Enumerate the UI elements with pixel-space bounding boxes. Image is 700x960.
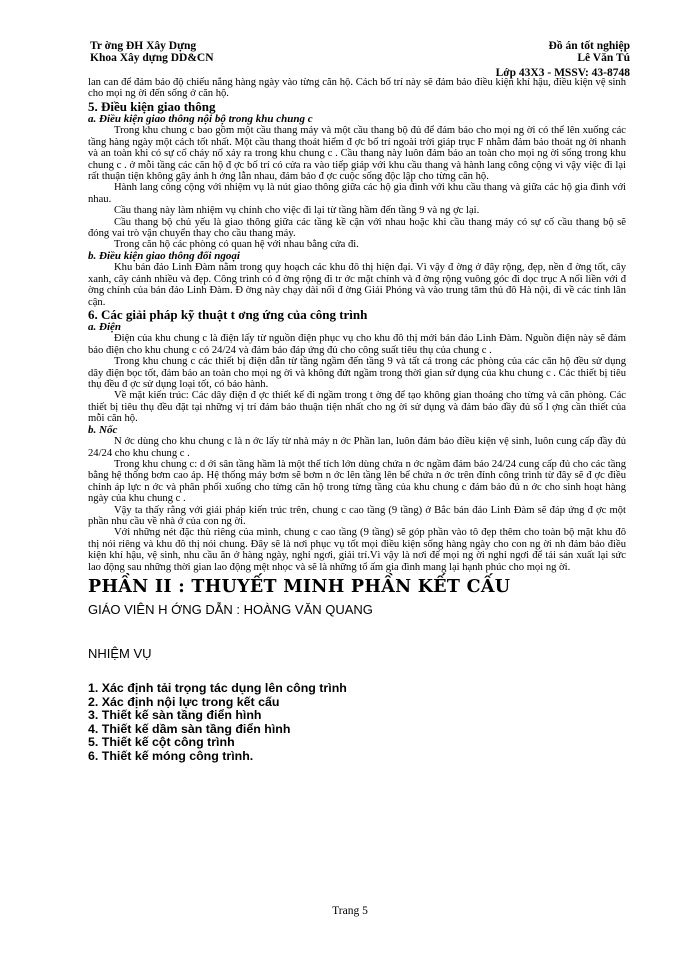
section-5b-heading: b. Điều kiện giao thông đối ngoại: [88, 249, 240, 262]
paragraph: Cầu thang bộ chủ yếu là giao thông giữa các tầng kề cận với nhau hoặc khi cầu thang máy có sự cố cầu thang bộ sẽ đóng vai trò vận chuyển thay cho cầu thang máy.: [88, 216, 626, 239]
document-body: [88, 77, 626, 764]
paragraph: Khu bán đảo Linh Đàm nằm trong quy hoạch các khu đô thị hiện đại. Vì vậy đ ờng ở đây rộng, đẹp, nền đ ờng tốt, cây xanh, cây cảnh nhiều và đẹp. Công trình có đ ờng rộng đi tr ớc mặt chính và đ ờng rộng vuông góc đi dọc trục A nối liền với đ ờng chính của bán đảo Linh Đàm. Đ ờng này chạy dài nối đ ờng Giải Phóng và vào trung tâm thủ đô Hà nội, đi về các tỉnh lân cận.: [88, 262, 626, 308]
section-5-heading: 5. Điều kiện giao thông: [88, 98, 216, 114]
header-left: [90, 40, 214, 64]
list-item: 5. Thiết kế cột công trình: [88, 735, 235, 750]
section-6b-heading: b. Nốc: [88, 423, 118, 436]
paragraph: Trong khu chung c các thiết bị điện dẫn từ tầng ngầm đến tầng 9 và tất cả trong các phòng của các căn hộ đều sử dụng dây điện bọc tốt, đảm bảo an toàn cho mọi ng ời và không đứt ngầm trong thời gian sử dụng của khu chung c . Các thiết bị tiêu thụ đều đ ợc sử dụng loại tốt, có bảo hành.: [88, 356, 626, 391]
paragraph: Hành lang công cộng với nhiệm vụ là nút giao thông giữa các hộ gia đình với khu cầu thang và giữa các hộ gia đình với nhau.: [88, 182, 626, 205]
list-item: 4. Thiết kế dầm sàn tầng điển hình: [88, 721, 291, 736]
paragraph: Với những nét đặc thù riêng của mình, chung c cao tầng (9 tầng) sẽ góp phần vào tô đẹp thêm cho toàn bộ mặt khu đô thị nói riêng và khu đô thị nói chung. Đây sẽ là nơi phục vụ tốt mọi điều kiện sống hàng ngày cho con ng ời nh đảm bảo điều kiện khí hậu, vệ sinh, nhu cầu ăn ở hàng ngày, nghỉ ngơi, giải trí.Vì vậy là nơi để mọi ng ời nghỉ ngơi để tái sản xuất lại sức lao động sau những thời gian lao động mệt nhọc và sẽ là những tổ ấm gia đình mang lại hạnh phúc cho mọi ng ời.: [88, 527, 626, 573]
page-number: Trang 5: [332, 905, 368, 917]
tasks-heading: NHIỆM VỤ: [88, 646, 152, 662]
paragraph: Trong khu chung c bao gồm một cầu thang máy và một cầu thang bộ đủ để đảm bảo cho mọi ng ời có thể lên xuống các tầng hàng ngày một cách tốt nhất. Một cầu thang thoát hiểm đ ợc bố trí ngoài trời giáp trục F nhằm đảm bảo thoát ng ời nhanh và an toàn khi có sự cố cháy nổ xảy ra trong khu chung c . Cầu thang này luôn đảm bảo an toàn cho mọi ng ời sống trong khu chung c . ở mỗi tầng các căn hộ đ ợc bố trí có cửa ra vào tiếp giáp với khu cầu thang và hành lang công cộng vì vậy việc đi lại rất thuận tiện không gây ảnh h ởng lẫn nhau, đảm bảo đ ợc cuộc sống độc lập cho từng căn hộ.: [88, 125, 626, 182]
faculty-name: Khoa Xây dựng DD&CN: [90, 52, 214, 64]
list-item: 1. Xác định tải trọng tác dụng lên công trình: [88, 681, 347, 696]
task-list: [88, 682, 626, 764]
section-5a-heading: a. Điều kiện giao thông nội bộ trong khu chung c: [88, 112, 313, 125]
paragraph: Về mặt kiến trúc: Các dây điện đ ợc thiết kế đi ngầm trong t ờng để tạo không gian thoáng cho từng và căn phòng. Các thiết bị tiêu thụ đều đặt tại những vị trí đảm bảo thuận tiện nhất cho ng ời sử dụng và đảm bảo đầy đủ số l ợng cần thiết của mỗi căn hộ.: [88, 390, 626, 425]
paragraph: Cầu thang này làm nhiệm vụ chính cho việc đi lại từ tầng hầm đến tầng 9 và ng ợc lại.: [114, 205, 480, 217]
class-id: Lớp 43X3 - MSSV: 43-8748: [495, 67, 630, 79]
section-6-heading: 6. Các giải pháp kỹ thuật t ơng ứng của công trình: [88, 306, 368, 322]
paragraph: Điện của khu chung c là điện lấy từ nguồn điện phục vụ cho khu đô thị mới bán đảo Linh Đàm. Nguồn điện này sẽ đảm bảo điện cho khu chung c có 24/24 và đảm bảo đáp ứng đủ cho công suất tiêu thụ của chung c .: [88, 333, 626, 356]
list-item: 6. Thiết kế móng công trình.: [88, 749, 254, 763]
paragraph: N ớc dùng cho khu chung c là n ớc lấy từ nhà máy n ớc Phần lan, luôn đảm bảo điều kiện vệ sinh, luôn cung cấp đầy đủ 24/24 cho khu chung c .: [88, 436, 626, 459]
supervisor-line: GIÁO VIÊN H ỚNG DẪN : HOÀNG VĂN QUANG: [88, 602, 373, 618]
school-name: Tr ờng ĐH Xây Dựng: [90, 40, 197, 52]
list-item: 2. Xác định nội lực trong kết cấu: [88, 694, 280, 709]
section-6a-heading: a. Điện: [88, 320, 121, 333]
paragraph: Trong khu chung c: d ới sân tầng hầm là một thể tích lớn dùng chứa n ớc ngầm đảm bảo 24/24 cung cấp đủ cho các tầng bằng hệ thống bơm cao áp. Hệ thống máy bơm sẽ bơm n ớc lên tầng lên bể chứa n ớc trên đỉnh công trình từ đây sẽ đ ợc điều chỉnh áp lực n ớc và phân phối xuống cho từng căn hộ trong từng tầng của khu chung c đảm bảo đủ n ớc cho sinh hoạt hàng ngày của khu chung c .: [88, 458, 626, 505]
intro-paragraph: lan can để đảm bảo độ chiếu nắng hàng ngày vào từng căn hộ. Cách bố trí này sẽ đảm bảo điều kiện khí hậu, điều kiện vệ sinh cho mọi ng ời đến sống ở căn hộ.: [88, 77, 626, 100]
header-right: [496, 40, 630, 79]
part-2-title: PHẦN II : THUYẾT MINH PHẦN KẾT CẤU: [88, 577, 511, 598]
student-name: Lê Văn Tú: [577, 52, 630, 64]
list-item: 3. Thiết kế sàn tầng điển hình: [88, 708, 262, 723]
document-type: Đồ án tốt nghiệp: [548, 40, 630, 52]
paragraph: Vậy ta thấy rằng với giải pháp kiến trúc trên, chung c cao tầng (9 tầng) ở Bắc bán đảo Linh Đàm sẽ đáp ứng đ ợc một phần nhu cầu về nhà ở của con ng ời.: [88, 504, 626, 527]
paragraph: Trong căn hộ các phòng có quan hệ với nhau bằng cửa đi.: [114, 239, 359, 251]
